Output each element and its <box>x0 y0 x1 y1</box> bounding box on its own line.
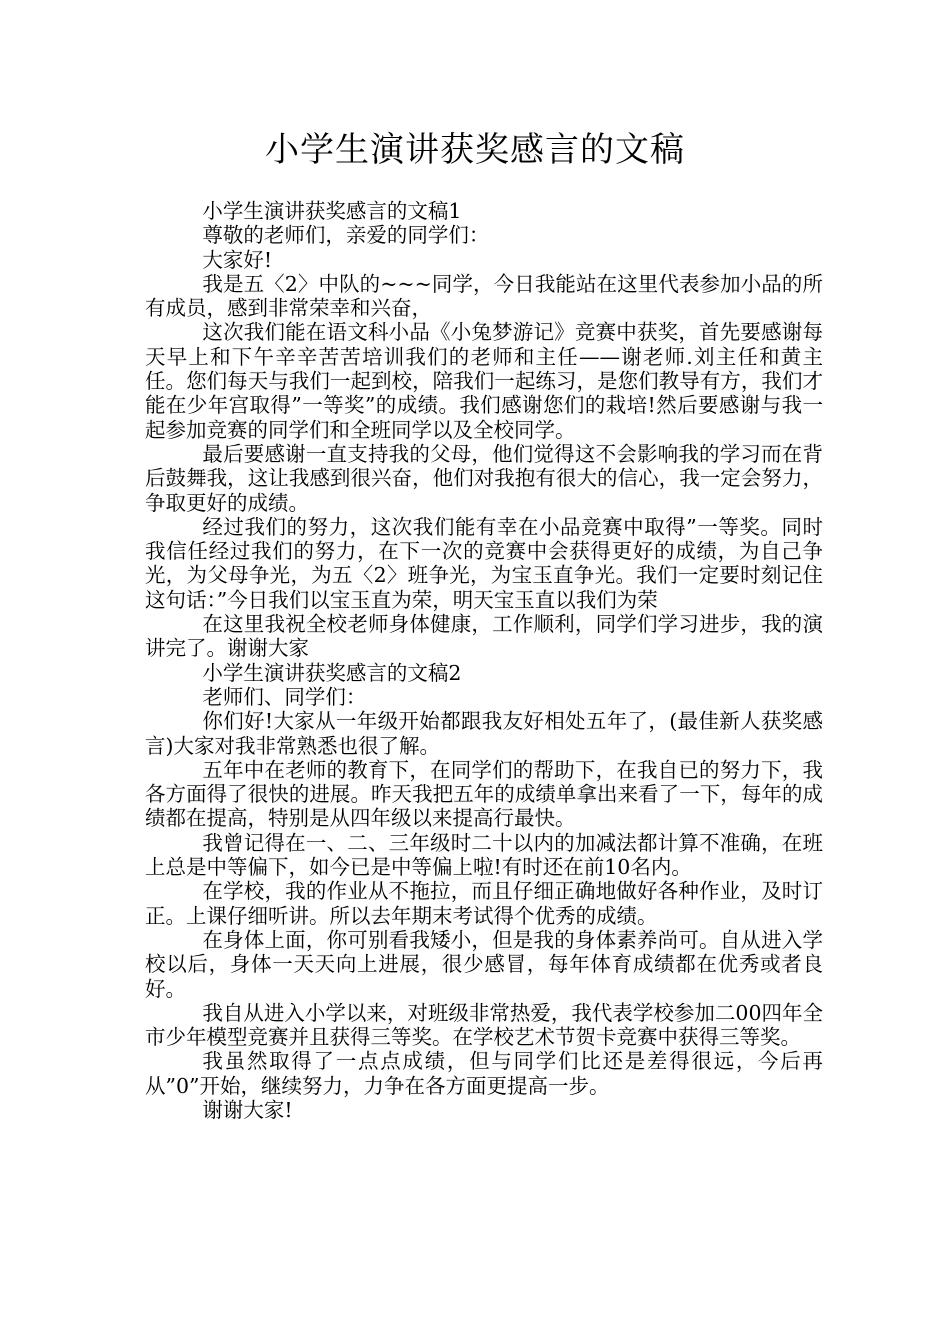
paragraph: 经过我们的努力，这次我们能有幸在小品竞赛中取得”一等奖。同时我信任经过我们的努力，在下一次的竞赛中会获得更好的成绩，为自己争光，为父母争光，为五〈2〉班争光，为宝玉直争光。我们一定要时刻记住这句话：”今日我们以宝玉直为荣，明天宝玉直以我们为荣 <box>145 514 823 612</box>
paragraph: 我曾记得在一、二、三年级时二十以内的加减法都计算不准确，在班上总是中等偏下，如今已是中等偏上啦!有时还在前10名内。 <box>145 830 823 880</box>
paragraph: 你们好!大家从一年级开始都跟我友好相处五年了，(最佳新人获奖感言)大家对我非常熟悉也很了解。 <box>145 709 823 758</box>
salutation: 尊敬的老师们，亲爱的同学们： <box>202 223 490 248</box>
paragraph: 在这里我祝全校老师身体健康，工作顺利，同学们学习进步，我的演讲完了。谢谢大家 <box>145 612 823 661</box>
salutation: 老师们、同学们： <box>202 684 367 709</box>
paragraph: 这次我们能在语文科小品《小兔梦游记》竞赛中获奖，首先要感谢每天早上和下午辛辛苦苦培训我们的老师和主任——谢老师.刘主任和黄主任。您们每天与我们一起到校，陪我们一起练习，是您们教导有方，我们才能在少年宫取得”一等奖”的成绩。我们感谢您们的栽培!然后要感谢与我一起参加竞赛的同学们和全班同学以及全校同学。 <box>145 320 823 442</box>
section-heading-2: 小学生演讲获奖感言的文稿2 <box>202 660 462 685</box>
paragraph: 最后要感谢一直支持我的父母，他们觉得这不会影响我的学习而在背后鼓舞我，这让我感到很兴奋，他们对我抱有很大的信心，我一定会努力，争取更好的成绩。 <box>145 441 823 515</box>
paragraph: 在学校，我的作业从不拖拉，而且仔细正确地做好各种作业，及时订正。上课仔细听讲。所以去年期末考试得个优秀的成绩。 <box>145 879 823 928</box>
document-title: 小学生演讲获奖感言的文稿 <box>265 130 685 170</box>
paragraph: 五年中在老师的教育下，在同学们的帮助下，在我自已的努力下，我各方面得了很快的进展。昨天我把五年的成绩单拿出来看了一下，每年的成绩都在提高，特别是从四年级以来提高行最快。 <box>145 757 823 831</box>
section-heading-1: 小学生演讲获奖感言的文稿1 <box>202 199 462 223</box>
document-body <box>145 199 823 1122</box>
closing: 谢谢大家! <box>202 1097 293 1122</box>
paragraph: 我是五〈2〉中队的~~~同学，今日我能站在这里代表参加小品的所有成员，感到非常荣幸和兴奋， <box>145 271 823 321</box>
paragraph: 我自从进入小学以来，对班级非常热爱，我代表学校参加二00四年全市少年模型竞赛并且获得三等奖。在学校艺术节贺卡竞赛中获得三等奖。 <box>145 1000 823 1050</box>
greeting: 大家好! <box>202 247 273 272</box>
paragraph: 我虽然取得了一点点成绩，但与同学们比还是差得很远，今后再从”0”开始，继续努力，力争在各方面更提高一步。 <box>145 1049 823 1098</box>
paragraph: 在身体上面，你可别看我矮小，但是我的身体素养尚可。自从进入学校以后，身体一天天向上进展，很少感冒，每年体育成绩都在优秀或者良好。 <box>145 927 823 1001</box>
